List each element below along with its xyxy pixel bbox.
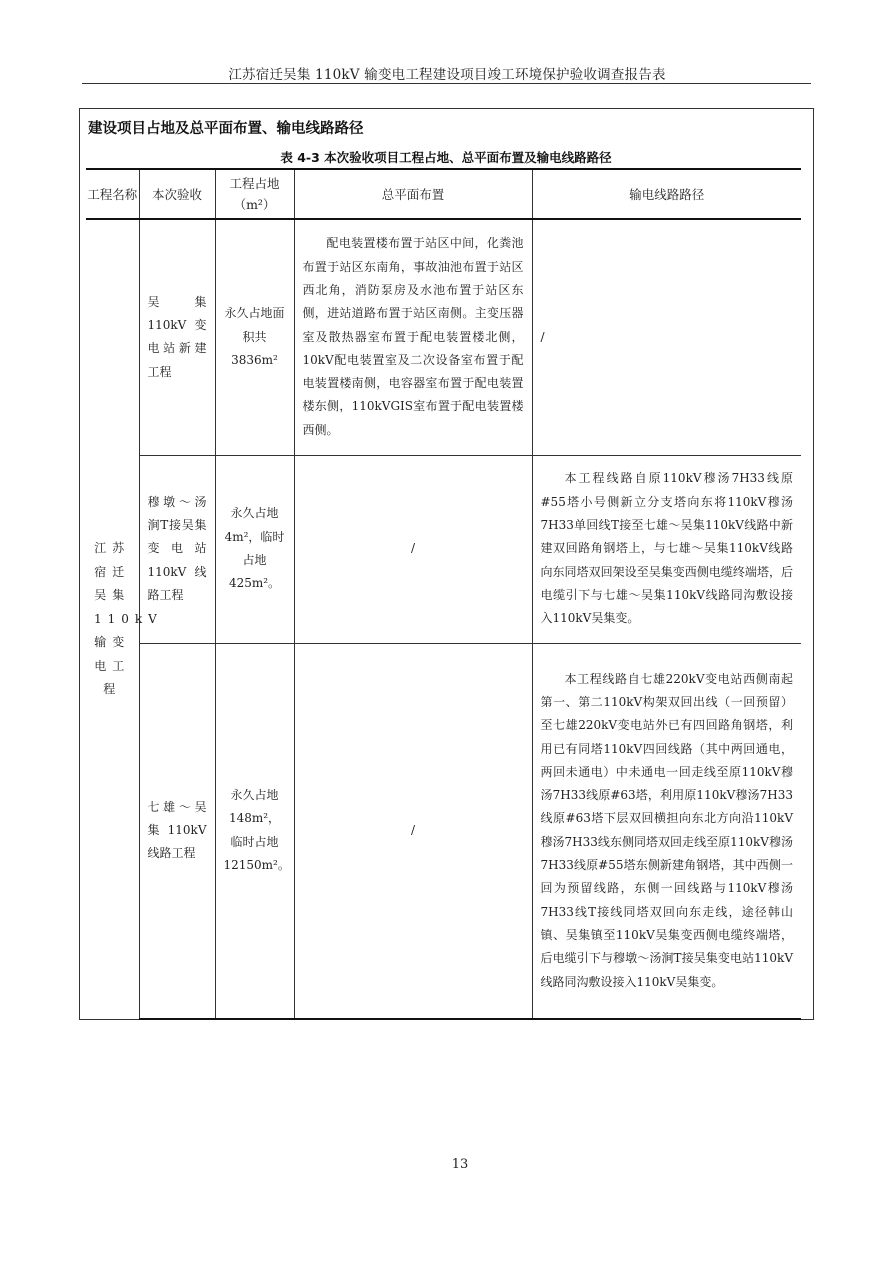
header-layout: 总平面布置 <box>294 169 532 219</box>
project-name-cell: 江苏宿迁吴集110kV输变电工程 <box>86 219 139 1019</box>
header-acceptance: 本次验收 <box>139 169 215 219</box>
acceptance-cell: 七雄～吴集110kV线路工程 <box>139 643 215 1019</box>
route-cell: 本工程线路自原110kV穆汤7H33线原#55塔小号侧新立分支塔向东将110kV穆汤7H33单回线T接至七雄～吴集110kV线路中新建双回路角钢塔上，与七雄～吴集110kV线路向东同塔双回架设至吴集变西侧电缆终端塔，后电缆引下与七雄～吴集110kV线路同沟敷设接入110kV吴集变。 <box>532 455 801 643</box>
route-cell: / <box>532 219 801 455</box>
table-caption: 表 4-3 本次验收项目工程占地、总平面布置及输电线路路径 <box>280 150 612 165</box>
header-route: 输电线路路径 <box>532 169 801 219</box>
header-land-area: 工程占地（m²） <box>215 169 294 219</box>
table-row <box>86 455 801 643</box>
layout-cell: / <box>294 643 532 1019</box>
table-row <box>86 643 801 1019</box>
land-layout-route-table <box>86 168 801 1020</box>
land-area-cell: 永久占地面积共3836m² <box>215 219 294 455</box>
page-header: 江苏宿迁吴集 110kV 输变电工程建设项目竣工环境保护验收调查报告表 <box>228 67 666 83</box>
page-number: 13 <box>451 1157 469 1172</box>
header-rule <box>82 83 811 84</box>
route-cell: 本工程线路自七雄220kV变电站西侧南起第一、第二110kV构架双回出线（一回预留）至七雄220kV变电站外已有四回路角钢塔，利用已有同塔110kV四回线路（其中两回通电，两回未通电）中未通电一回走线至原110kV穆汤7H33线原#63塔，利用原110kV穆汤7H33线原#63塔下层双回横担向东北方向沿110kV穆汤7H33线东侧同塔双回走线至原110kV穆汤7H33线原#55塔东侧新建角钢塔，其中西侧一回为预留线路，东侧一回线路与110kV穆汤7H33线T接线同塔双回向东走线，途径韩山镇、吴集镇至110kV吴集变西侧电缆终端塔，后电缆引下与穆墩～汤涧T接吴集变电站110kV线路同沟敷设接入110kV吴集变。 <box>532 643 801 1019</box>
land-area-cell: 永久占地4m²，临时占地425m²。 <box>215 455 294 643</box>
acceptance-cell: 吴集110kV变电站新建工程 <box>139 219 215 455</box>
acceptance-cell: 穆墩～汤涧T接吴集变电站110kV线路工程 <box>139 455 215 643</box>
table-row <box>86 219 801 455</box>
header-project-name: 工程名称 <box>86 169 139 219</box>
layout-cell: / <box>294 455 532 643</box>
layout-cell: 配电装置楼布置于站区中间，化粪池布置于站区东南角，事故油池布置于站区西北角，消防泵房及水池布置于站区东侧，进站道路布置于站区南侧。主变压器室及散热器室布置于配电装置楼北侧，10kV配电装置室及二次设备室布置于配电装置楼南侧，电容器室布置于配电装置楼东侧，110kVGIS室布置于配电装置楼西侧。 <box>294 219 532 455</box>
table-header-row <box>86 169 801 219</box>
section-title: 建设项目占地及总平面布置、输电线路路径 <box>88 121 364 137</box>
land-area-cell: 永久占地148m²，临时占地12150m²。 <box>215 643 294 1019</box>
